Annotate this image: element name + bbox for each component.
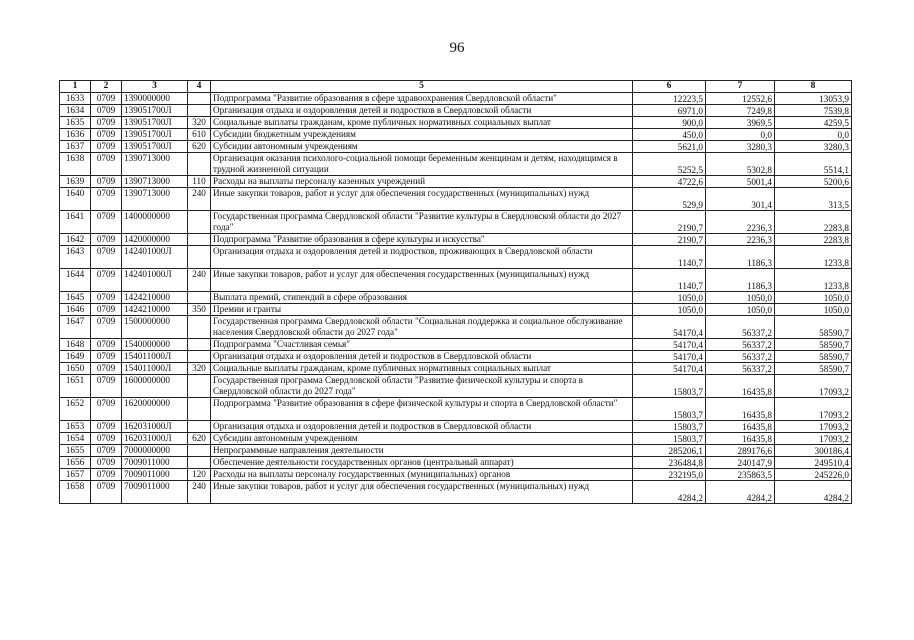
row-description: Организация отдыха и оздоровления детей и подростков в Свердловской области [211,105,633,117]
amount-col-6: 5621,0 [633,141,706,153]
amount-col-6: 15803,7 [633,375,706,398]
amount-col-8: 17093,2 [775,398,852,421]
row-number: 1658 [60,481,91,504]
amount-col-6: 900,0 [633,117,706,129]
amount-col-7: 235863,5 [706,469,775,481]
expense-type-code [188,93,211,105]
amount-col-6: 5252,5 [633,153,706,176]
row-description: Подпрограмма "Развитие образования в сфере физической культуры и спорта в Свердловской области" [211,398,633,421]
amount-col-8: 13053,9 [775,93,852,105]
expense-type-code: 320 [188,117,211,129]
target-article-code: 1500000000 [122,316,188,339]
amount-col-7: 56337,2 [706,351,775,363]
table-row [60,421,852,433]
amount-col-7: 12552,6 [706,93,775,105]
amount-col-7: 4284,2 [706,481,775,504]
row-number: 1655 [60,445,91,457]
row-number: 1639 [60,176,91,188]
row-number: 1647 [60,316,91,339]
amount-col-6: 15803,7 [633,433,706,445]
column-header: 1 [60,81,91,93]
expense-type-code [188,234,211,246]
amount-col-7: 7249,8 [706,105,775,117]
amount-col-8: 17093,2 [775,421,852,433]
expense-type-code: 240 [188,481,211,504]
table-row [60,445,852,457]
row-description: Организация отдыха и оздоровления детей и подростков, проживающих в Свердловской области [211,246,633,269]
table-row [60,234,852,246]
row-number: 1654 [60,433,91,445]
section-code: 0709 [91,445,122,457]
section-code: 0709 [91,234,122,246]
target-article-code: 154011000Л [122,351,188,363]
row-description: Иные закупки товаров, работ и услуг для обеспечения государственных (муниципальных) нужд [211,269,633,292]
section-code: 0709 [91,339,122,351]
expense-type-code: 240 [188,188,211,211]
section-code: 0709 [91,93,122,105]
row-description: Подпрограмма "Счастливая семья" [211,339,633,351]
expense-type-code [188,246,211,269]
row-description: Подпрограмма "Развитие образования в сфере культуры и искусства" [211,234,633,246]
section-code: 0709 [91,292,122,304]
table-row [60,176,852,188]
table-row [60,375,852,398]
table-row [60,141,852,153]
amount-col-6: 285206,1 [633,445,706,457]
section-code: 0709 [91,246,122,269]
target-article-code: 1400000000 [122,211,188,234]
amount-col-7: 3969,5 [706,117,775,129]
amount-col-7: 1186,3 [706,269,775,292]
expense-type-code: 620 [188,141,211,153]
table-row [60,211,852,234]
row-description: Организация отдыха и оздоровления детей и подростков в Свердловской области [211,421,633,433]
table-row [60,469,852,481]
row-number: 1644 [60,269,91,292]
row-description: Субсидии бюджетным учреждениям [211,129,633,141]
table-row [60,269,852,292]
amount-col-7: 16435,8 [706,375,775,398]
target-article-code: 1390713000 [122,176,188,188]
row-number: 1649 [60,351,91,363]
target-article-code: 7009011000 [122,457,188,469]
row-description: Премии и гранты [211,304,633,316]
amount-col-7: 56337,2 [706,316,775,339]
table-row [60,188,852,211]
table-row [60,117,852,129]
column-header: 5 [211,81,633,93]
amount-col-6: 6971,0 [633,105,706,117]
expense-type-code: 120 [188,469,211,481]
section-code: 0709 [91,211,122,234]
expense-type-code [188,445,211,457]
amount-col-8: 3280,3 [775,141,852,153]
amount-col-6: 236484,8 [633,457,706,469]
table-row [60,481,852,504]
amount-col-6: 4284,2 [633,481,706,504]
amount-col-6: 450,0 [633,129,706,141]
row-number: 1637 [60,141,91,153]
row-number: 1642 [60,234,91,246]
row-description: Государственная программа Свердловской области "Развитие физической культуры и спорта в Свердловской области до 2027 года" [211,375,633,398]
section-code: 0709 [91,188,122,211]
target-article-code: 142401000Л [122,269,188,292]
row-description: Непрограммные направления деятельности [211,445,633,457]
expense-type-code [188,339,211,351]
expense-type-code: 320 [188,363,211,375]
expense-type-code [188,316,211,339]
row-description: Государственная программа Свердловской области "Социальная поддержка и социальное обслуживание населения Свердловской области до 2027 года" [211,316,633,339]
section-code: 0709 [91,469,122,481]
row-description: Обеспечение деятельности государственных органов (центральный аппарат) [211,457,633,469]
amount-col-6: 54170,4 [633,339,706,351]
row-description: Иные закупки товаров, работ и услуг для обеспечения государственных (муниципальных) нужд [211,481,633,504]
amount-col-8: 245226,0 [775,469,852,481]
amount-col-6: 12223,5 [633,93,706,105]
table-row [60,433,852,445]
row-description: Иные закупки товаров, работ и услуг для обеспечения государственных (муниципальных) нужд [211,188,633,211]
amount-col-6: 529,9 [633,188,706,211]
target-article-code: 139051700Л [122,117,188,129]
amount-col-6: 1140,7 [633,246,706,269]
table-row [60,93,852,105]
amount-col-8: 4284,2 [775,481,852,504]
amount-col-6: 54170,4 [633,363,706,375]
amount-col-8: 5200,6 [775,176,852,188]
column-header: 6 [633,81,706,93]
amount-col-8: 249510,4 [775,457,852,469]
row-description: Субсидии автономным учреждениям [211,141,633,153]
target-article-code: 162031000Л [122,421,188,433]
table-row [60,153,852,176]
amount-col-8: 300186,4 [775,445,852,457]
amount-col-7: 16435,8 [706,433,775,445]
expense-type-code [188,375,211,398]
row-description: Подпрограмма "Развитие образования в сфере здравоохранения Свердловской области" [211,93,633,105]
target-article-code: 1390000000 [122,93,188,105]
row-number: 1653 [60,421,91,433]
target-article-code: 139051700Л [122,129,188,141]
section-code: 0709 [91,141,122,153]
section-code: 0709 [91,457,122,469]
amount-col-7: 301,4 [706,188,775,211]
column-header: 4 [188,81,211,93]
amount-col-8: 1050,0 [775,304,852,316]
table-row [60,304,852,316]
amount-col-6: 54170,4 [633,316,706,339]
amount-col-6: 2190,7 [633,234,706,246]
amount-col-7: 16435,8 [706,421,775,433]
amount-col-8: 0,0 [775,129,852,141]
row-description: Расходы на выплаты персоналу казенных учреждений [211,176,633,188]
table-row [60,129,852,141]
amount-col-7: 3280,3 [706,141,775,153]
column-header: 8 [775,81,852,93]
expense-type-code [188,457,211,469]
amount-col-8: 7539,8 [775,105,852,117]
amount-col-7: 1186,3 [706,246,775,269]
section-code: 0709 [91,304,122,316]
target-article-code: 139051700Л [122,141,188,153]
expense-type-code [188,351,211,363]
row-description: Государственная программа Свердловской области "Развитие культуры в Свердловской области до 2027 года" [211,211,633,234]
section-code: 0709 [91,105,122,117]
expense-type-code: 350 [188,304,211,316]
amount-col-8: 58590,7 [775,363,852,375]
amount-col-7: 2236,3 [706,234,775,246]
amount-col-6: 1140,7 [633,269,706,292]
page-number: 96 [449,40,465,56]
row-description: Субсидии автономным учреждениям [211,433,633,445]
amount-col-8: 58590,7 [775,339,852,351]
target-article-code: 139051700Л [122,105,188,117]
amount-col-6: 15803,7 [633,421,706,433]
amount-col-7: 5302,8 [706,153,775,176]
amount-col-7: 0,0 [706,129,775,141]
amount-col-7: 56337,2 [706,363,775,375]
row-description: Организация отдыха и оздоровления детей и подростков в Свердловской области [211,351,633,363]
target-article-code: 1424210000 [122,304,188,316]
amount-col-7: 2236,3 [706,211,775,234]
row-number: 1641 [60,211,91,234]
row-number: 1636 [60,129,91,141]
table-row [60,398,852,421]
amount-col-8: 58590,7 [775,316,852,339]
section-code: 0709 [91,363,122,375]
amount-col-8: 2283,8 [775,211,852,234]
table-row [60,339,852,351]
amount-col-7: 240147,9 [706,457,775,469]
row-number: 1645 [60,292,91,304]
expense-type-code [188,153,211,176]
row-number: 1638 [60,153,91,176]
amount-col-8: 5514,1 [775,153,852,176]
section-code: 0709 [91,129,122,141]
expense-type-code: 240 [188,269,211,292]
expense-type-code [188,105,211,117]
section-code: 0709 [91,398,122,421]
row-number: 1657 [60,469,91,481]
table-row [60,105,852,117]
amount-col-6: 1050,0 [633,292,706,304]
row-number: 1643 [60,246,91,269]
row-number: 1656 [60,457,91,469]
amount-col-8: 2283,8 [775,234,852,246]
amount-col-8: 4259,5 [775,117,852,129]
section-code: 0709 [91,316,122,339]
target-article-code: 162031000Л [122,433,188,445]
row-number: 1635 [60,117,91,129]
amount-col-6: 2190,7 [633,211,706,234]
row-description: Социальные выплаты гражданам, кроме публичных нормативных социальных выплат [211,117,633,129]
header-row [60,81,852,93]
row-number: 1640 [60,188,91,211]
amount-col-7: 5001,4 [706,176,775,188]
row-number: 1652 [60,398,91,421]
amount-col-7: 56337,2 [706,339,775,351]
row-description: Выплата премий, стипендий в сфере образования [211,292,633,304]
section-code: 0709 [91,176,122,188]
row-number: 1633 [60,93,91,105]
amount-col-6: 4722,6 [633,176,706,188]
amount-col-6: 54170,4 [633,351,706,363]
amount-col-6: 15803,7 [633,398,706,421]
target-article-code: 7009011000 [122,469,188,481]
section-code: 0709 [91,269,122,292]
target-article-code: 142401000Л [122,246,188,269]
target-article-code: 154011000Л [122,363,188,375]
column-header: 3 [122,81,188,93]
row-number: 1634 [60,105,91,117]
amount-col-8: 1050,0 [775,292,852,304]
table-row [60,246,852,269]
target-article-code: 7000000000 [122,445,188,457]
table-row [60,457,852,469]
section-code: 0709 [91,351,122,363]
table-row [60,351,852,363]
row-number: 1651 [60,375,91,398]
section-code: 0709 [91,153,122,176]
section-code: 0709 [91,481,122,504]
expense-type-code [188,398,211,421]
expense-type-code [188,292,211,304]
amount-col-6: 232195,0 [633,469,706,481]
budget-table [59,80,852,504]
target-article-code: 1540000000 [122,339,188,351]
row-description: Расходы на выплаты персоналу государственных (муниципальных) органов [211,469,633,481]
target-article-code: 1390713000 [122,153,188,176]
amount-col-8: 58590,7 [775,351,852,363]
expense-type-code [188,421,211,433]
row-number: 1646 [60,304,91,316]
amount-col-8: 313,5 [775,188,852,211]
amount-col-8: 1233,8 [775,269,852,292]
amount-col-8: 17093,2 [775,375,852,398]
column-header: 7 [706,81,775,93]
target-article-code: 1390713000 [122,188,188,211]
amount-col-7: 1050,0 [706,304,775,316]
table-row [60,363,852,375]
expense-type-code: 610 [188,129,211,141]
amount-col-7: 289176,6 [706,445,775,457]
target-article-code: 1620000000 [122,398,188,421]
target-article-code: 7009011000 [122,481,188,504]
column-header: 2 [91,81,122,93]
amount-col-6: 1050,0 [633,304,706,316]
row-number: 1648 [60,339,91,351]
section-code: 0709 [91,375,122,398]
target-article-code: 1424210000 [122,292,188,304]
row-description: Социальные выплаты гражданам, кроме публичных нормативных социальных выплат [211,363,633,375]
amount-col-8: 1233,8 [775,246,852,269]
table-body [60,93,852,504]
section-code: 0709 [91,421,122,433]
expense-type-code: 620 [188,433,211,445]
expense-type-code: 110 [188,176,211,188]
amount-col-7: 1050,0 [706,292,775,304]
row-number: 1650 [60,363,91,375]
target-article-code: 1600000000 [122,375,188,398]
table-row [60,292,852,304]
target-article-code: 1420000000 [122,234,188,246]
amount-col-7: 16435,8 [706,398,775,421]
section-code: 0709 [91,433,122,445]
amount-col-8: 17093,2 [775,433,852,445]
expense-type-code [188,211,211,234]
section-code: 0709 [91,117,122,129]
row-description: Организация оказания психолого-социальной помощи беременным женщинам и детям, находящимся в трудной жизненной ситуации [211,153,633,176]
table-row [60,316,852,339]
